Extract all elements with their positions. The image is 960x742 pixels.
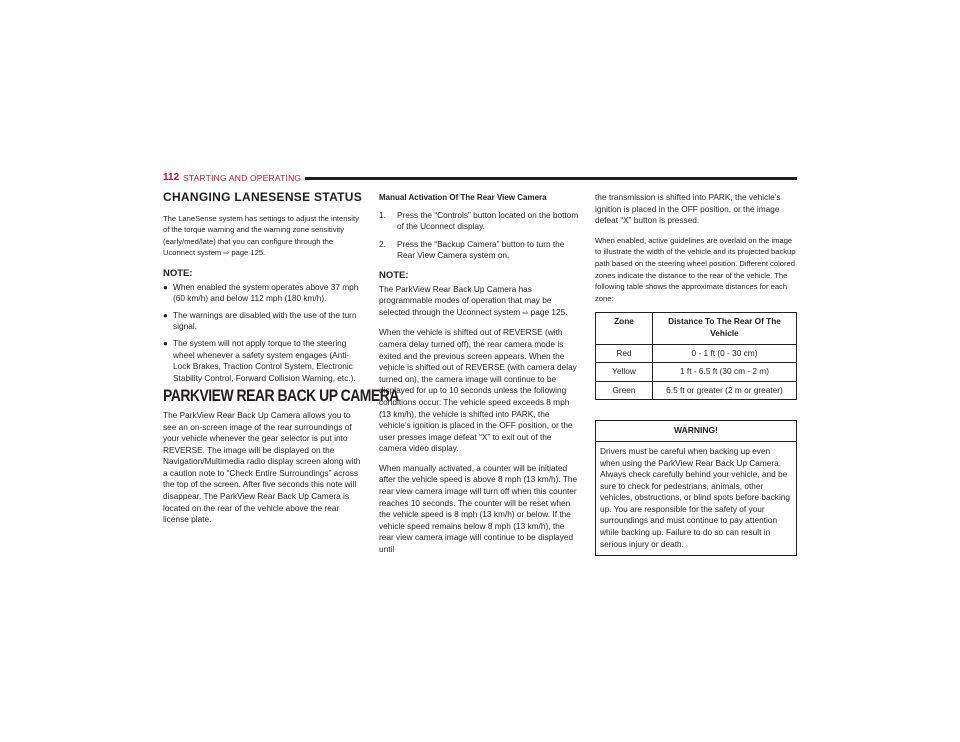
activation-steps [379, 210, 581, 262]
note-text [379, 284, 581, 320]
step-number: 2. [379, 238, 386, 249]
column-middle [379, 192, 581, 564]
distance-cell: 0 - 1 ft (0 - 30 cm) [653, 344, 797, 363]
zone-distance-table [595, 312, 797, 400]
bullet-icon: ● [163, 282, 168, 292]
table-row [596, 381, 797, 400]
lanesense-bullets [163, 282, 365, 385]
lanesense-heading: CHANGING LANESENSE STATUS [163, 190, 363, 204]
warning-box [595, 420, 797, 556]
manual-paragraph: When manually activated, a counter will be initiated after the vehicle speed is above 8 mph (13 km/h). The rear view camera image will turn off when this counter reaches 10 seconds. The counter will be reset when the vehicle speed is 8 mph (13 km/h) or below. If the vehicle speed remains below 8 mph (13 km/h), the rear view camera image will continue to be displayed until [379, 462, 578, 555]
list-item [163, 310, 365, 333]
zone-cell: Red [596, 344, 653, 363]
bullet-text: When enabled the system operates above 37 mph (60 km/h) and below 112 mph (180 km/h). [173, 281, 359, 304]
warning-title: WARNING! [596, 421, 796, 442]
list-item [379, 239, 581, 262]
bullet-text: The system will not apply torque to the steering wheel whenever a safety system engages (Anti-Lock Brakes, Traction Control System, Electronic Stability Control, Forward Collision Warning, etc.). [173, 337, 356, 383]
list-item [163, 338, 365, 384]
table-header-row [596, 313, 797, 344]
zone-cell: Yellow [596, 363, 653, 382]
section-title: STARTING AND OPERATING [183, 173, 302, 183]
page-ref-arrow-icon: ⇨ [522, 309, 529, 317]
bullet-text: The warnings are disabled with the use of the turn signal. [173, 309, 357, 332]
column-left [163, 190, 399, 534]
bullet-icon: ● [163, 338, 168, 348]
distance-cell: 6.5 ft or greater (2 m or greater) [653, 381, 797, 400]
page-number: 112 [163, 172, 180, 183]
zone-cell: Green [596, 381, 653, 400]
step-text: Press the “Backup Camera” button to turn the Rear View Camera system on. [397, 238, 565, 261]
list-item [163, 282, 365, 305]
warning-text: Drivers must be careful when backing up even when using the ParkView Rear Back Up Camera. Always check carefully behind your vehicle, and be sure to check for pedestrians, animals, other vehicles, obstructions, or blind spots before backing up. You are responsible for the safety of your surroundings and must continue to pay attention while backing up. Failure to do so can result in serious injury or death. [600, 445, 791, 549]
manual-activation-heading: Manual Activation Of The Rear View Camera [379, 193, 547, 202]
column-right [595, 192, 797, 556]
table-row [596, 344, 797, 363]
page-ref-link[interactable]: page 125. [231, 248, 266, 258]
header-rule [305, 177, 797, 180]
page-header [163, 172, 797, 186]
note-body: The ParkView Rear Back Up Camera has programmable modes of operation that may be selected through the Uconnect system [379, 283, 552, 317]
parkview-heading: PARKVIEW REAR BACK UP CAMERA [163, 386, 399, 406]
distance-cell: 1 ft - 6.5 ft (30 cm - 2 m) [653, 363, 797, 382]
note-label: NOTE: [379, 269, 409, 281]
lanesense-intro [163, 213, 365, 260]
column-header: Distance To The Rear Of The Vehicle [653, 313, 797, 344]
step-number: 1. [379, 209, 386, 220]
step-text: Press the “Controls” button located on the bottom of the Uconnect display. [397, 209, 579, 232]
parkview-body: The ParkView Rear Back Up Camera allows you to see an on-screen image of the rear surroundings of your vehicle whenever the gear selector is put into REVERSE. The image will be displayed on the Navigation/Multimedia radio display screen along with a caution note to “Check Entire Surroundings” across the top of the screen. After five seconds this note will disappear. The ParkView Rear Back Up Camera is located on the rear of the vehicle above the rear license plate. [163, 409, 361, 525]
bullet-icon: ● [163, 310, 168, 320]
continued-paragraph: the transmission is shifted into PARK, the vehicle’s ignition is placed in the OFF position, or the image defeat “X” button is pressed. [595, 192, 781, 226]
column-header: Zone [596, 313, 653, 344]
lanesense-intro-text: The LaneSense system has settings to adjust the intensity of the torque warning and the warning zone sensitivity (early/med/late) that you can configure through the Uconnect system [163, 213, 359, 258]
page-ref-arrow-icon: ⇨ [223, 250, 230, 258]
list-item [379, 210, 581, 233]
note-label: NOTE: [163, 267, 193, 279]
page-ref-link[interactable]: page 125. [530, 306, 568, 317]
reverse-paragraph: When the vehicle is shifted out of REVERSE (with camera delay turned off), the rear camera mode is exited and the previous screen appears. When the vehicle is shifted out of REVERSE (with camera delay turned on), the camera image will continue to be displayed for up to 10 seconds unless the following conditions occur: The vehicle speed exceeds 8 mph (13 km/h), the vehicle is shifted into PARK, the vehicle’s ignition is placed in the OFF position, or the user presses image defeat “X” to exit out of the camera video display. [379, 327, 577, 454]
table-row [596, 363, 797, 382]
guidelines-paragraph: When enabled, active guidelines are overlaid on the image to illustrate the width of the vehicle and its projected backup path based on the steering wheel position. Different colored zones indicate the distance to the rear of the vehicle. The following table shows the approximate distances for each zone: [595, 235, 796, 303]
